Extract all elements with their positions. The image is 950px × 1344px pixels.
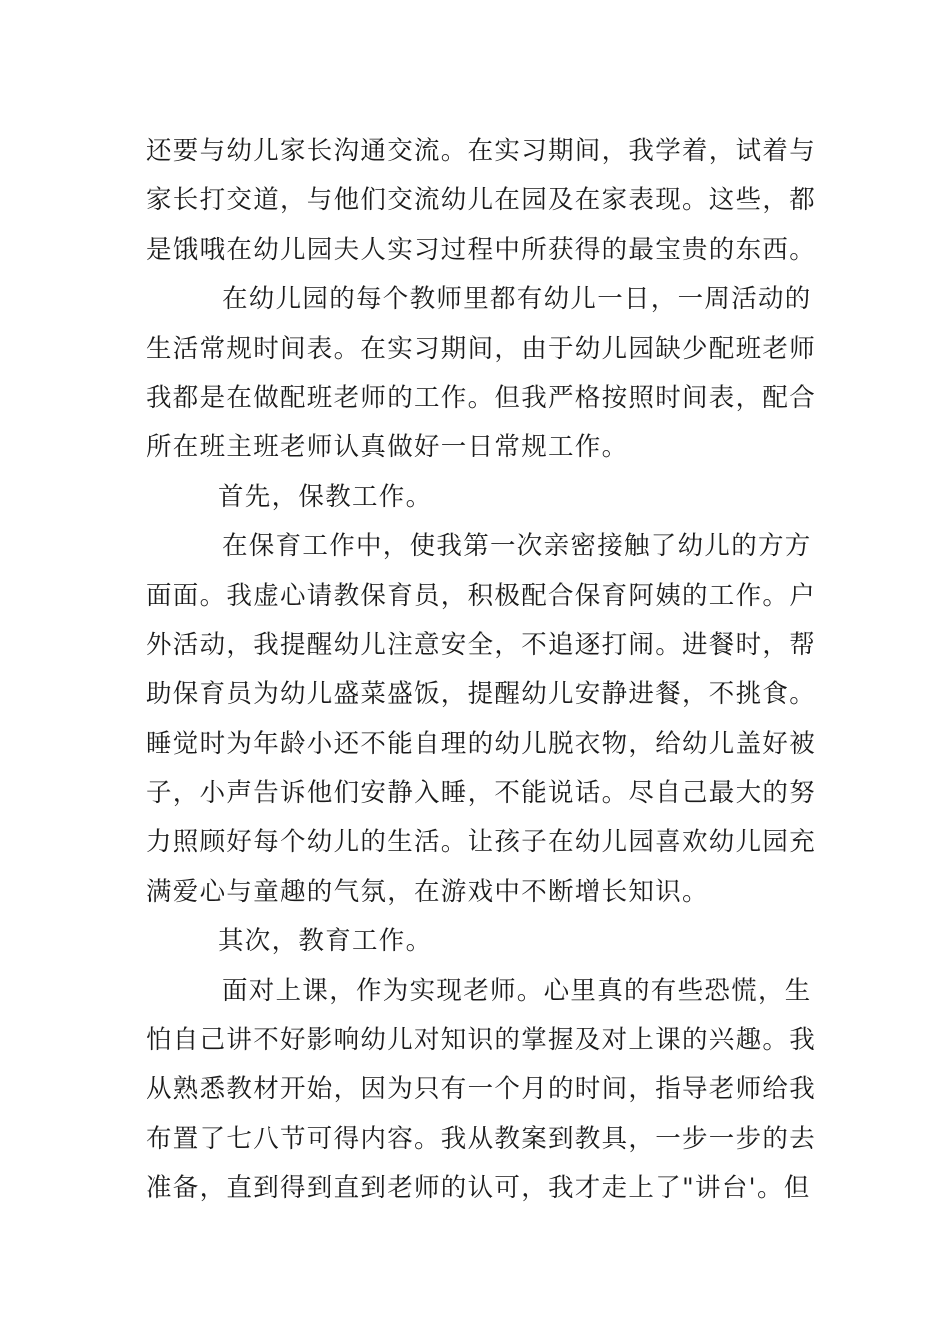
text-line: 助保育员为幼儿盛菜盛饭，提醒幼儿安静进餐，不挑食。	[146, 679, 817, 710]
text-line: 布置了七八节可得内容。我从教案到教具，一步一步的去	[146, 1123, 817, 1154]
text-line: 怕自己讲不好影响幼儿对知识的掌握及对上课的兴趣。我	[146, 1025, 817, 1056]
text-line: 生活常规时间表。在实习期间，由于幼儿园缺少配班老师	[146, 333, 817, 364]
text-line: 外活动，我提醒幼儿注意安全，不追逐打闹。进餐时，帮	[146, 629, 817, 660]
text-line: 我都是在做配班老师的工作。但我严格按照时间表，配合	[146, 382, 817, 413]
paragraph-first-line: 面对上课，作为实现老师。心里真的有些恐慌，生	[222, 975, 812, 1006]
text-line: 所在班主班老师认真做好一日常规工作。	[146, 432, 629, 463]
text-line: 准备，直到得到直到老师的认可，我才走上了"讲台'。但	[146, 1173, 811, 1204]
text-line: 还要与幼儿家长沟通交流。在实习期间，我学着，试着与	[146, 136, 817, 166]
paragraph-first-line: 在保育工作中，使我第一次亲密接触了幼儿的方方	[222, 531, 812, 562]
section-heading: 其次，教育工作。	[218, 926, 433, 957]
text-line: 面面。我虚心请教保育员，积极配合保育阿姨的工作。户	[146, 580, 817, 611]
text-line: 家长打交道，与他们交流幼儿在园及在家表现。这些，都	[146, 185, 817, 216]
text-line: 子，小声告诉他们安静入睡，不能说话。尽自己最大的努	[146, 778, 817, 809]
text-line: 睡觉时为年龄小还不能自理的幼儿脱衣物，给幼儿盖好被	[146, 728, 817, 759]
document-body	[146, 127, 817, 1214]
text-line: 满爱心与童趣的气氛，在游戏中不断增长知识。	[146, 876, 709, 907]
text-line: 从熟悉教材开始，因为只有一个月的时间，指导老师给我	[146, 1074, 817, 1105]
text-line: 是饿哦在幼儿园夫人实习过程中所获得的最宝贵的东西。	[146, 234, 817, 265]
section-heading: 首先，保教工作。	[218, 481, 433, 512]
paragraph-first-line: 在幼儿园的每个教师里都有幼儿一日，一周活动的	[222, 284, 812, 315]
text-line: 力照顾好每个幼儿的生活。让孩子在幼儿园喜欢幼儿园充	[146, 827, 817, 858]
